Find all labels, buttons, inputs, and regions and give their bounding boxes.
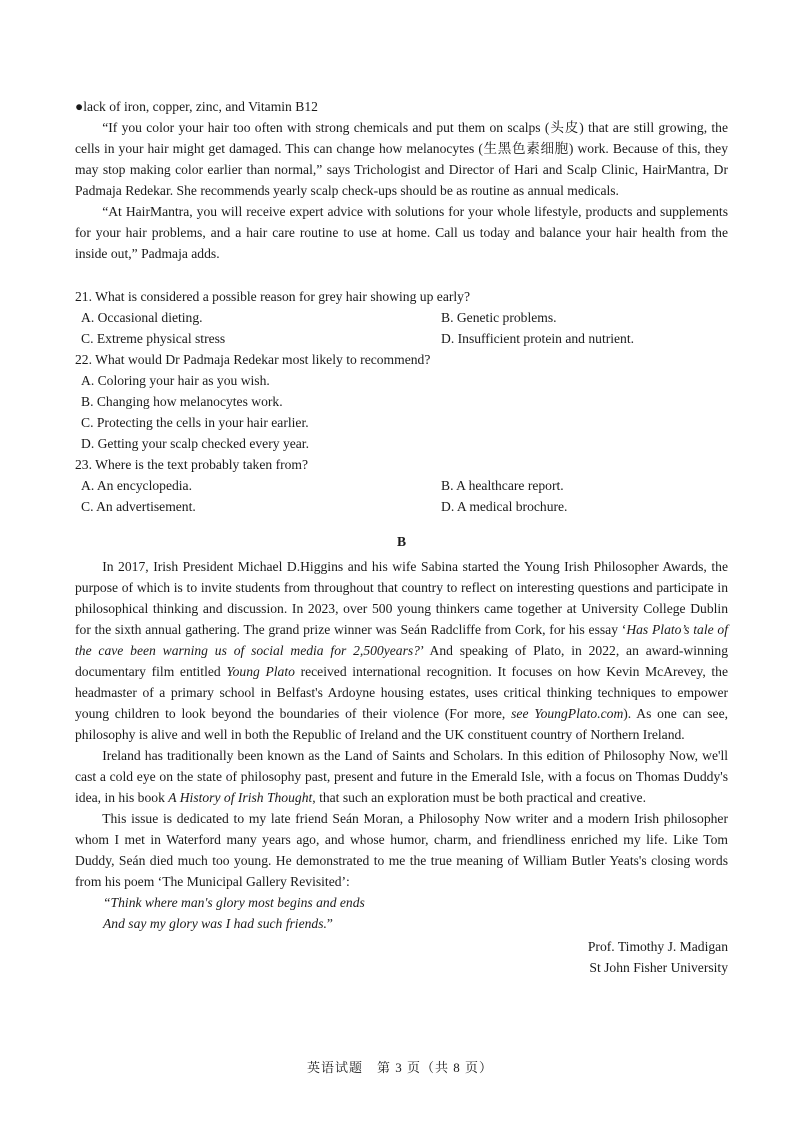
passage-b-paragraph-3: This issue is dedicated to my late friend Seán Moran, a Philosophy Now writer and a modern Irish philosopher whom I met in Waterford many years ago, and whose humor, charm, and friendliness enriched my life. Like Tom Duddy, Seán died much too young. He demonstrated to me the true meaning of William Butler Yeats's closing words from his poem ‘The Municipal Gallery Revisited’: bbox=[75, 811, 728, 889]
author-name: Prof. Timothy J. Madigan bbox=[587, 939, 728, 954]
option: C. Extreme physical stress bbox=[81, 331, 226, 346]
option: C. Protecting the cells in your hair earlier. bbox=[81, 415, 309, 430]
section-heading-b: B bbox=[396, 534, 407, 549]
question-23: 23. Where is the text probably taken from? bbox=[75, 457, 309, 472]
question-23-options-row-1 bbox=[75, 475, 728, 496]
essay-title: Has Plato’s tale of the cave been warning us of social media for 2,500years? bbox=[75, 622, 728, 658]
signature-block bbox=[75, 936, 728, 978]
option: D. Insufficient protein and nutrient. bbox=[441, 331, 635, 346]
question-22: 22. What would Dr Padmaja Redekar most likely to recommend? bbox=[75, 352, 431, 367]
text-span: ). As one can see, philosophy is alive and well in both the Republic of Ireland and the UK constituent country of Northern Ireland. bbox=[75, 706, 728, 742]
option: A. Occasional dieting. bbox=[81, 310, 203, 325]
option: D. A medical brochure. bbox=[441, 499, 568, 514]
question-23-options-row-2 bbox=[75, 496, 728, 517]
closing-quote: ” bbox=[326, 916, 333, 931]
option: A. An encyclopedia. bbox=[81, 478, 192, 493]
film-title: Young Plato bbox=[226, 664, 295, 679]
bullet-point: ●lack of iron, copper, zinc, and Vitamin B12 bbox=[75, 99, 318, 114]
option: B. A healthcare report. bbox=[441, 478, 564, 493]
question-21-options-row-2 bbox=[75, 328, 728, 349]
poem-quote bbox=[75, 892, 728, 934]
website-reference: see YoungPlato.com bbox=[511, 706, 624, 721]
page-content bbox=[75, 96, 728, 978]
text-span: In 2017, Irish President Michael D.Higgins and his wife Sabina started the Young Irish Philosopher Awards, the purpose of which is to invite students from throughout that country to reflect on interesting questions and participate in philosophical thinking and discussion. In 2023, over 500 young thinkers came together at University College Dublin for the sixth annual gathering. The grand prize winner was Seán Radcliffe from Cork, for his essay ‘ bbox=[75, 559, 728, 637]
option: C. An advertisement. bbox=[81, 499, 196, 514]
passage-a-paragraph-2: “At HairMantra, you will receive expert advice with solutions for your whole lifestyle, products and supplements for your hair problems, and a hair care routine to use at home. Call us today and balance your hair health from the inside out,” Padmaja adds. bbox=[75, 204, 728, 261]
poem-line-2-text: And say my glory was I had such friends. bbox=[103, 916, 327, 931]
option: A. Coloring your hair as you wish. bbox=[81, 373, 270, 388]
poem-line-2 bbox=[103, 913, 728, 934]
page-footer: 英语试题 第 3 页（共 8 页） bbox=[306, 1060, 493, 1075]
question-21-options-row-1 bbox=[75, 307, 728, 328]
question-21: 21. What is considered a possible reason for grey hair showing up early? bbox=[75, 289, 470, 304]
passage-a-paragraph-1: “If you color your hair too often with strong chemicals and put them on scalps (头皮) that are still growing, the cells in your hair might get damaged. This can change how melanocytes (生黑色素细胞) work. Because of this, they may stop making color earlier than normal,” says Trichologist and Director of Hari and Scalp Clinic, HairMantra, Dr Padmaja Redekar. She recommends yearly scalp check-ups should be as routine as annual medicals. bbox=[75, 120, 728, 198]
option: D. Getting your scalp checked every year. bbox=[81, 436, 309, 451]
passage-b-paragraph-2 bbox=[75, 745, 728, 808]
author-affiliation: St John Fisher University bbox=[589, 960, 728, 975]
option: B. Genetic problems. bbox=[441, 310, 557, 325]
text-span: Ireland has traditionally been known as the Land of Saints and Scholars. In this edition of Philosophy Now, we'll cast a cold eye on the state of philosophy past, present and future in the Emerald Isle, with a focus on Thomas Duddy's idea, in his book bbox=[75, 748, 728, 805]
passage-b-paragraph-1 bbox=[75, 556, 728, 745]
option: B. Changing how melanocytes work. bbox=[81, 394, 283, 409]
book-title: A History of Irish Thought bbox=[168, 790, 313, 805]
text-span: , that such an exploration must be both practical and creative. bbox=[312, 790, 646, 805]
text-span: ’ And speaking of Plato, in 2022, an award-winning documentary film entitled bbox=[75, 643, 728, 679]
poem-line-1: “Think where man's glory most begins and ends bbox=[103, 895, 365, 910]
text-span: received international recognition. It focuses on how Kevin McArevey, the headmaster of a primary school in Belfast's Ardoyne housing estates, uses critical thinking techniques to empower young children to look beyond the boundaries of their violence (For more, bbox=[75, 664, 728, 721]
